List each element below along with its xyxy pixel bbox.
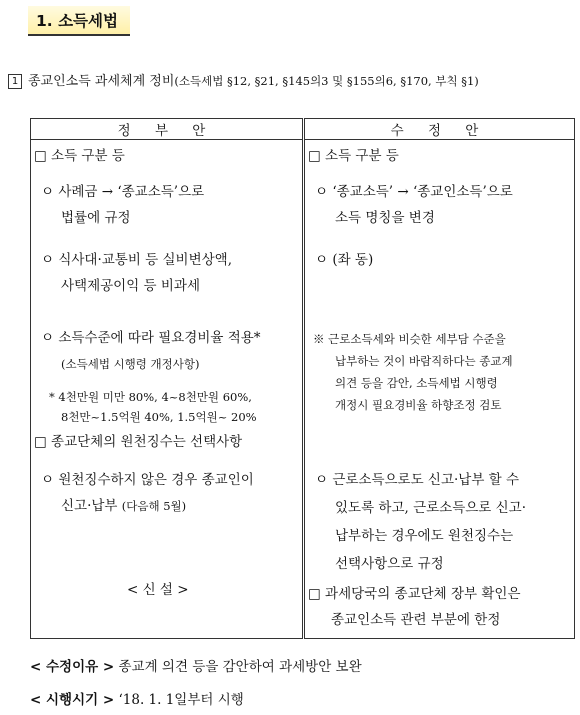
right-item1-note1: ※ 근로소득세와 비슷한 세부담 수준을 xyxy=(313,332,506,346)
subheading xyxy=(8,70,573,93)
effective-date-label: < 시행시기 > xyxy=(30,692,115,708)
subheading-main: 종교인소득 과세체계 정비 xyxy=(28,74,175,89)
comparison-table xyxy=(30,118,575,639)
right-item1-heading: □ 소득 구분 등 xyxy=(308,148,399,164)
left-item1-a1: ㅇ 사례금 → ‘종교소득’으로 xyxy=(41,184,205,200)
subheading-ref: (소득세법 §12, §21, §145의3 및 §155의6, §170, 부칙 §1) xyxy=(174,74,479,88)
section-title: 1. 소득세법 xyxy=(28,6,130,36)
left-column xyxy=(31,140,304,639)
left-item2-heading: □ 종교단체의 원천징수는 선택사항 xyxy=(34,434,243,450)
right-item1-note3: 의견 등을 감안, 소득세법 시행령 xyxy=(335,376,498,390)
right-item1-note4: 개정시 필요경비율 하향조정 검토 xyxy=(335,398,502,412)
right-item2-a1: ㅇ 근로소득으로도 신고·납부 할 수 xyxy=(315,472,520,488)
right-item1-note2: 납부하는 것이 바람직하다는 종교계 xyxy=(335,354,513,368)
right-column xyxy=(304,140,575,639)
left-item1-heading: □ 소득 구분 등 xyxy=(34,148,125,164)
left-item2-a2: 신고·납부 (다음해 5월) xyxy=(61,498,187,514)
header-revised-plan: 수 정 안 xyxy=(304,119,575,140)
item-number-box: 1 xyxy=(8,74,22,89)
right-item3-line1: □ 과세당국의 종교단체 장부 확인은 xyxy=(308,586,521,602)
left-item1-note1: * 4천만원 미만 80%, 4~8천만원 60%, xyxy=(49,390,252,404)
right-item3-line2: 종교인소득 관련 부분에 한정 xyxy=(331,612,501,628)
right-item2-a4: 선택사항으로 규정 xyxy=(335,556,444,572)
right-item1-b1: ㅇ (좌 동) xyxy=(315,252,374,268)
left-item1-c2: (소득세법 시행령 개정사항) xyxy=(61,357,200,371)
right-item2-a2: 있도록 하고, 근로소득으로 신고· xyxy=(335,500,526,516)
revision-reason-label: < 수정이유 > xyxy=(30,659,115,675)
revision-reason-text: 종교계 의견 등을 감안하여 과세방안 보완 xyxy=(118,659,362,675)
left-new-label: < 신 설 > xyxy=(127,582,189,598)
header-government-plan: 정 부 안 xyxy=(31,119,304,140)
left-item1-c1: ㅇ 소득수준에 따라 필요경비율 적용* xyxy=(41,330,261,346)
right-item1-a2: 소득 명칭을 변경 xyxy=(335,210,435,226)
right-item1-a1: ㅇ ‘종교소득’ → ‘종교인소득’으로 xyxy=(315,184,513,200)
revision-reason xyxy=(30,655,362,675)
effective-date xyxy=(30,688,244,708)
left-item1-b1: ㅇ 식사대·교통비 등 실비변상액, xyxy=(41,252,232,268)
left-item1-b2: 사택제공이익 등 비과세 xyxy=(61,278,200,294)
right-item2-a3: 납부하는 경우에도 원천징수는 xyxy=(335,528,514,544)
left-item1-note2: 8천만~1.5억원 40%, 1.5억원~ 20% xyxy=(61,410,257,424)
left-item2-a1: ㅇ 원천징수하지 않은 경우 종교인이 xyxy=(41,472,254,488)
effective-date-text: ‘18. 1. 1일부터 시행 xyxy=(118,692,244,708)
left-item1-a2: 법률에 규정 xyxy=(61,210,131,226)
